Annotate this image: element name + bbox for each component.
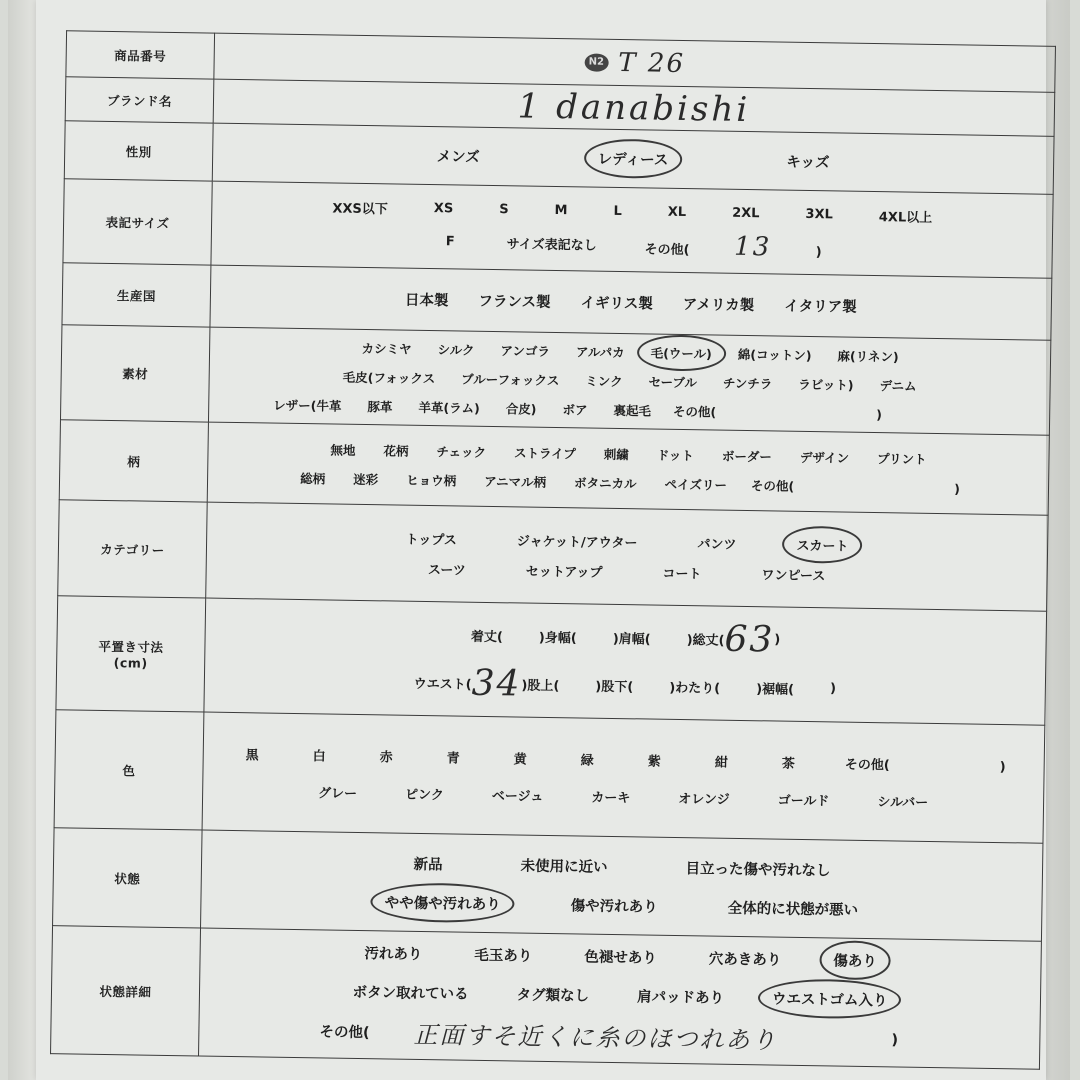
pattern-option-stripe[interactable]: ストライプ bbox=[513, 445, 576, 462]
brand-value: 1 danabishi bbox=[517, 85, 751, 130]
pattern-option-botanical[interactable]: ボタニカル bbox=[573, 475, 637, 492]
pattern-other-close: ) bbox=[954, 481, 961, 497]
color-option-beige[interactable]: ベージュ bbox=[491, 788, 544, 805]
color-option-purple[interactable]: 紫 bbox=[647, 754, 661, 770]
detail-option-stains[interactable]: 汚れあり bbox=[364, 946, 423, 963]
condition-options bbox=[201, 830, 1043, 941]
pattern-option-dot[interactable]: ドット bbox=[656, 447, 695, 464]
size-other-close: ) bbox=[815, 244, 822, 260]
pattern-option-print[interactable]: プリント bbox=[876, 451, 927, 467]
detail-other-value[interactable]: 正面すそ近くに糸のほつれあり bbox=[413, 1020, 778, 1055]
category-option-jacket[interactable]: ジャケット/アウター bbox=[516, 534, 638, 552]
pattern-option-paisley[interactable]: ペイズリー bbox=[664, 476, 728, 493]
material-option-chinchilla[interactable]: チンチラ bbox=[722, 375, 773, 392]
material-option-linen[interactable]: 麻(リネン) bbox=[837, 348, 899, 365]
label-condition-detail: 状態詳細 bbox=[51, 926, 201, 1056]
category-option-suit[interactable]: スーツ bbox=[427, 563, 466, 579]
pattern-option-embroidery[interactable]: 刺繍 bbox=[603, 446, 629, 463]
pattern-option-animal[interactable]: アニマル柄 bbox=[484, 473, 547, 490]
color-option-red[interactable]: 赤 bbox=[379, 749, 393, 766]
material-option-cashmere[interactable]: カシミヤ bbox=[361, 340, 412, 357]
color-option-pink[interactable]: ピンク bbox=[404, 787, 444, 803]
color-option-white[interactable]: 白 bbox=[312, 748, 326, 764]
color-other-close: ) bbox=[999, 759, 1006, 775]
label-brand: ブランド名 bbox=[65, 77, 214, 123]
measure-waist-value[interactable]: 34 bbox=[471, 662, 522, 705]
measure-inseam-label: )股下( bbox=[595, 679, 634, 696]
size-option-m[interactable]: M bbox=[554, 202, 568, 218]
origin-option-uk[interactable]: イギリス製 bbox=[580, 295, 653, 313]
label-condition: 状態 bbox=[53, 828, 203, 928]
material-option-blue-fox[interactable]: ブルーフォックス bbox=[461, 371, 560, 389]
label-measurements bbox=[56, 596, 206, 712]
condition-option-new[interactable]: 新品 bbox=[413, 856, 443, 873]
category-option-setup[interactable]: セットアップ bbox=[525, 564, 603, 581]
material-option-boa[interactable]: ボア bbox=[562, 402, 588, 418]
row-condition bbox=[53, 828, 1043, 942]
measure-inseam-value[interactable] bbox=[633, 686, 669, 687]
row-pattern bbox=[59, 420, 1049, 516]
measure-total-length-value[interactable]: 63 bbox=[724, 618, 775, 661]
measure-hem-label: )裾幅( bbox=[756, 682, 795, 698]
size-other[interactable] bbox=[644, 230, 822, 263]
size-option-no-label[interactable]: サイズ表記なし bbox=[506, 237, 597, 254]
material-option-synthetic[interactable]: 合皮) bbox=[505, 401, 537, 417]
color-option-orange[interactable]: オレンジ bbox=[678, 791, 730, 808]
material-option-brushed[interactable]: 裏起毛 bbox=[613, 402, 652, 419]
measure-total-length-label: )総丈( bbox=[686, 633, 725, 649]
material-option-rabbit[interactable]: ラビット) bbox=[798, 376, 854, 393]
material-options bbox=[208, 327, 1050, 435]
product-number-badge: N2 bbox=[584, 53, 608, 71]
condition-option-poor[interactable]: 全体的に状態が悪い bbox=[727, 900, 859, 919]
detail-option-pilling[interactable]: 毛玉あり bbox=[474, 947, 533, 965]
size-other-value: 13 bbox=[733, 231, 772, 262]
gender-option-mens[interactable]: メンズ bbox=[436, 149, 480, 166]
color-option-silver[interactable]: シルバー bbox=[877, 794, 929, 811]
label-product-number: 商品番号 bbox=[66, 31, 215, 79]
material-option-denim[interactable]: デニム bbox=[879, 378, 917, 394]
row-category bbox=[58, 500, 1048, 612]
clipboard bbox=[8, 0, 1070, 1080]
measurements-unit: (cm) bbox=[113, 655, 148, 671]
category-options bbox=[206, 502, 1048, 611]
detail-option-scratches[interactable]: 傷あり bbox=[829, 947, 881, 973]
pattern-option-solid[interactable]: 無地 bbox=[330, 442, 356, 458]
pattern-option-border[interactable]: ボーダー bbox=[721, 448, 773, 465]
material-option-wool[interactable]: 毛(ウール) bbox=[646, 341, 716, 364]
material-option-sable[interactable]: セーブル bbox=[648, 374, 698, 391]
measurements-fields bbox=[204, 598, 1047, 725]
measure-body-width-label: )身幅( bbox=[538, 630, 577, 647]
category-option-skirt[interactable]: スカート bbox=[792, 533, 852, 557]
material-option-lamb[interactable]: 羊革(ラム) bbox=[418, 399, 480, 416]
color-option-brown[interactable]: 茶 bbox=[781, 756, 795, 772]
measure-waist-label: ウエスト( bbox=[413, 676, 472, 693]
measure-body-width-value[interactable] bbox=[577, 637, 613, 638]
label-size: 表記サイズ bbox=[63, 179, 212, 265]
measure-row1-close: ) bbox=[774, 632, 781, 648]
row-measurements bbox=[56, 596, 1047, 726]
measure-hem-value[interactable] bbox=[794, 688, 830, 689]
condition-option-slight-damage[interactable]: やや傷や汚れあり bbox=[381, 889, 505, 916]
color-option-green[interactable]: 緑 bbox=[580, 752, 594, 769]
pattern-option-leopard[interactable]: ヒョウ柄 bbox=[406, 472, 457, 489]
color-option-gray[interactable]: グレー bbox=[317, 785, 358, 802]
condition-option-no-damage[interactable]: 目立った傷や汚れなし bbox=[685, 860, 831, 879]
material-other[interactable] bbox=[673, 402, 882, 423]
gender-option-ladies[interactable]: レディース bbox=[594, 146, 673, 172]
material-option-silk[interactable]: シルク bbox=[437, 342, 475, 358]
category-option-tops[interactable]: トップス bbox=[405, 532, 457, 549]
measurements-title: 平置き寸法 bbox=[98, 638, 164, 655]
detail-option-button-missing[interactable]: ボタン取れている bbox=[352, 984, 469, 1003]
material-option-cotton[interactable]: 綿(コットン) bbox=[737, 346, 812, 364]
pattern-other-label: その他( bbox=[750, 478, 795, 494]
color-option-khaki[interactable]: カーキ bbox=[591, 790, 631, 806]
material-option-mink[interactable]: ミンク bbox=[585, 373, 623, 390]
material-option-alpaca[interactable]: アルパカ bbox=[575, 344, 625, 361]
color-option-gold[interactable]: ゴールド bbox=[777, 793, 830, 809]
label-color: 色 bbox=[54, 710, 204, 830]
detail-option-shoulder-pads[interactable]: 肩パッドあり bbox=[636, 989, 725, 1007]
color-other-label: その他( bbox=[844, 757, 890, 773]
label-pattern: 柄 bbox=[59, 420, 208, 502]
label-origin: 生産国 bbox=[62, 263, 211, 327]
row-color bbox=[54, 710, 1045, 844]
measure-length-value[interactable] bbox=[503, 636, 539, 637]
size-option-4xl[interactable]: 4XL以上 bbox=[878, 209, 933, 226]
label-material: 素材 bbox=[60, 325, 209, 422]
size-options bbox=[211, 181, 1053, 278]
detail-other-label: その他( bbox=[319, 1024, 370, 1042]
category-option-pants[interactable]: パンツ bbox=[697, 537, 737, 553]
detail-option-holes[interactable]: 穴あきあり bbox=[708, 951, 782, 969]
pattern-other[interactable] bbox=[751, 476, 960, 497]
measure-shoulder-value[interactable] bbox=[651, 638, 687, 639]
material-other-label: その他( bbox=[672, 403, 717, 420]
measure-length-label: 着丈( bbox=[470, 629, 503, 646]
measure-thigh-label: )わたり( bbox=[669, 680, 721, 697]
measure-thigh-value[interactable] bbox=[720, 687, 756, 688]
pattern-option-camo[interactable]: 迷彩 bbox=[353, 471, 379, 488]
color-option-navy[interactable]: 紺 bbox=[714, 755, 728, 771]
detail-option-elastic-waist[interactable]: ウエストゴム入り bbox=[768, 985, 892, 1012]
row-material bbox=[60, 325, 1050, 436]
gender-option-kids[interactable]: キッズ bbox=[786, 154, 830, 172]
size-option-xs[interactable]: XS bbox=[433, 200, 454, 216]
origin-option-italy[interactable]: イタリア製 bbox=[784, 298, 857, 316]
row-size bbox=[63, 179, 1053, 279]
inspection-sheet bbox=[36, 0, 1046, 1080]
condition-detail-options bbox=[199, 928, 1042, 1069]
category-option-coat[interactable]: コート bbox=[662, 566, 702, 583]
color-option-blue[interactable]: 青 bbox=[446, 750, 460, 767]
pattern-option-floral[interactable]: 花柄 bbox=[383, 443, 409, 459]
product-number-value: T 26 bbox=[618, 47, 686, 79]
size-option-f[interactable]: F bbox=[445, 234, 455, 250]
size-option-2xl[interactable]: 2XL bbox=[732, 205, 760, 221]
measure-shoulder-label: )肩幅( bbox=[612, 631, 651, 648]
origin-option-usa[interactable]: アメリカ製 bbox=[682, 297, 755, 315]
row-condition-detail bbox=[51, 926, 1042, 1070]
material-other-close: ) bbox=[876, 407, 883, 423]
condition-option-damage[interactable]: 傷や汚れあり bbox=[570, 897, 658, 916]
material-option-angora[interactable]: アンゴラ bbox=[500, 343, 551, 359]
material-option-pig[interactable]: 豚革 bbox=[367, 399, 393, 415]
material-option-fur-fox[interactable]: 毛皮(フォックス bbox=[342, 369, 436, 387]
pattern-options bbox=[207, 422, 1049, 515]
size-option-l[interactable]: L bbox=[613, 203, 622, 219]
condition-option-like-new[interactable]: 未使用に近い bbox=[520, 858, 608, 876]
measure-row2-close: ) bbox=[829, 681, 837, 697]
item-form-table bbox=[50, 30, 1056, 1069]
size-option-3xl[interactable]: 3XL bbox=[805, 206, 833, 222]
detail-option-no-tags[interactable]: タグ類なし bbox=[516, 987, 590, 1005]
pattern-option-allover[interactable]: 総柄 bbox=[300, 471, 326, 487]
origin-option-japan[interactable]: 日本製 bbox=[404, 292, 449, 310]
label-gender: 性別 bbox=[64, 121, 213, 181]
size-other-label: その他( bbox=[644, 241, 690, 258]
detail-other-close: ) bbox=[891, 1031, 899, 1048]
label-category: カテゴリー bbox=[58, 500, 207, 598]
measure-rise-label: )股上( bbox=[521, 678, 560, 695]
category-option-onepiece[interactable]: ワンピース bbox=[761, 568, 826, 585]
material-option-leather-cow[interactable]: レザー(牛革 bbox=[273, 397, 342, 414]
color-other[interactable] bbox=[845, 753, 1006, 775]
detail-option-fading[interactable]: 色褪せあり bbox=[584, 949, 657, 967]
pattern-option-design[interactable]: デザイン bbox=[799, 449, 850, 466]
color-options bbox=[202, 712, 1045, 843]
pattern-option-check[interactable]: チェック bbox=[436, 444, 487, 460]
color-option-yellow[interactable]: 黄 bbox=[513, 751, 527, 768]
measure-rise-value[interactable] bbox=[559, 685, 595, 686]
origin-option-france[interactable]: フランス製 bbox=[478, 293, 551, 311]
color-option-black[interactable]: 黒 bbox=[245, 747, 259, 763]
size-option-s[interactable]: S bbox=[499, 201, 509, 217]
size-option-xl[interactable]: XL bbox=[667, 204, 687, 220]
size-option-xxs[interactable]: XXS以下 bbox=[332, 200, 388, 217]
